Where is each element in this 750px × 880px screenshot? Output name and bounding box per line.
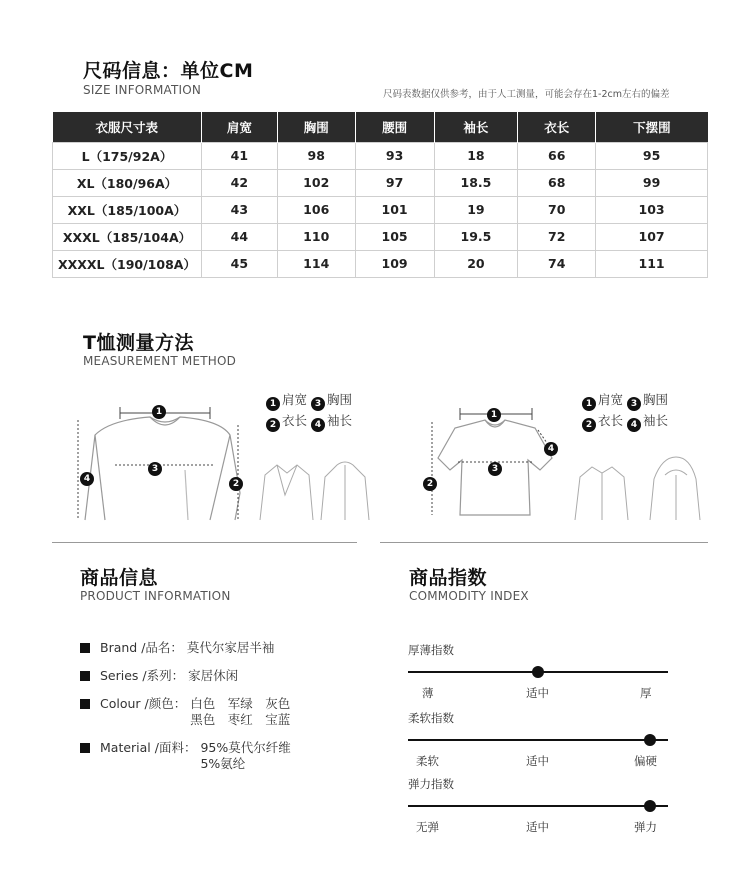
index-title: 弹力指数 [408, 777, 454, 791]
header-cell: 袖长 [434, 112, 518, 142]
size-table-header [53, 112, 708, 142]
value-cell: 93 [355, 142, 434, 169]
num-badge: 2 [423, 477, 437, 491]
size-table [52, 112, 708, 278]
product-subtitle: PRODUCT INFORMATION [80, 589, 231, 603]
divider-left [52, 542, 357, 543]
list-item [80, 696, 340, 728]
index-label-high: 弹力 [634, 820, 657, 834]
legend-item: 胸围 [643, 392, 669, 407]
marker-2 [229, 470, 245, 491]
table-row [53, 223, 708, 250]
legend-item: 肩宽 [282, 392, 308, 407]
header-cell: 胸围 [277, 112, 355, 142]
info-label: Colour /颜色： [100, 696, 187, 711]
value-cell: 19.5 [434, 223, 518, 250]
legend-item: 衣长 [282, 413, 308, 428]
size-info-subtitle: SIZE INFORMATION [83, 83, 202, 97]
value-cell: 70 [518, 196, 596, 223]
index-title: 厚薄指数 [408, 643, 454, 657]
info-value-line: 家居休闲 [188, 668, 239, 683]
index-labels [408, 685, 668, 703]
index-softness [408, 710, 668, 771]
info-value [200, 740, 290, 772]
jacket-sketches [255, 455, 375, 525]
value-cell: 45 [201, 250, 277, 277]
value-cell: 66 [518, 142, 596, 169]
size-cell: XL（180/96A） [53, 169, 202, 196]
measure-title: T恤测量方法 [83, 332, 194, 354]
value-cell: 20 [434, 250, 518, 277]
value-cell: 107 [596, 223, 708, 250]
num-badge: 4 [311, 418, 325, 432]
legend-item: 袖长 [327, 413, 353, 428]
num-badge: 1 [487, 408, 501, 422]
size-cell: XXXL（185/104A） [53, 223, 202, 250]
value-cell: 42 [201, 169, 277, 196]
info-value [190, 696, 290, 728]
size-note: 尺码表数据仅供参考，由于人工测量，可能会存在1-2cm左右的偏差 [383, 89, 670, 100]
index-label-mid: 适中 [526, 686, 549, 700]
list-item [80, 668, 340, 684]
size-info-title: 尺码信息：单位CM [83, 60, 254, 82]
index-dot [644, 734, 656, 746]
value-cell: 74 [518, 250, 596, 277]
table-row [53, 250, 708, 277]
value-cell: 97 [355, 169, 434, 196]
num-badge: 2 [229, 477, 243, 491]
header-cell: 衣服尺寸表 [53, 112, 202, 142]
index-dot [532, 666, 544, 678]
legend-item: 肩宽 [598, 392, 624, 407]
info-value [188, 668, 238, 684]
value-cell: 72 [518, 223, 596, 250]
list-item [80, 640, 340, 656]
index-labels [408, 753, 668, 771]
value-cell: 18 [434, 142, 518, 169]
num-badge: 1 [582, 397, 596, 411]
num-badge: 3 [488, 462, 502, 476]
jacket-sketches-right [570, 455, 710, 525]
index-label-mid: 适中 [526, 820, 549, 834]
measure-subtitle: MEASUREMENT METHOD [83, 354, 237, 368]
index-label-high: 偏硬 [634, 754, 657, 768]
value-cell: 103 [596, 196, 708, 223]
info-label: Material /面料： [100, 740, 197, 755]
value-cell: 101 [355, 196, 434, 223]
num-badge: 3 [148, 462, 162, 476]
index-thickness [408, 642, 668, 703]
index-label-low: 柔软 [416, 754, 439, 768]
info-value-line: 5%氨纶 [200, 756, 246, 771]
bullet-square [80, 699, 90, 709]
header-cell: 腰围 [355, 112, 434, 142]
value-cell: 106 [277, 196, 355, 223]
num-badge: 3 [311, 397, 325, 411]
value-cell: 114 [277, 250, 355, 277]
table-row [53, 142, 708, 169]
index-label-high: 厚 [640, 686, 652, 700]
num-badge: 2 [582, 418, 596, 432]
header-cell: 下摆围 [596, 112, 708, 142]
value-cell: 105 [355, 223, 434, 250]
table-row [53, 196, 708, 223]
size-cell: L（175/92A） [53, 142, 202, 169]
bullet-square [80, 743, 90, 753]
bullet-square [80, 643, 90, 653]
value-cell: 19 [434, 196, 518, 223]
marker-1-right [487, 401, 503, 422]
product-info-list [80, 640, 340, 782]
table-row [53, 169, 708, 196]
legend-right [582, 390, 668, 432]
index-title: 柔软指数 [408, 711, 454, 725]
value-cell: 41 [201, 142, 277, 169]
index-bar [408, 739, 668, 741]
list-item [80, 740, 340, 772]
product-title: 商品信息 [80, 567, 159, 589]
value-cell: 43 [201, 196, 277, 223]
num-badge: 3 [627, 397, 641, 411]
num-badge: 4 [544, 442, 558, 456]
value-cell: 95 [596, 142, 708, 169]
index-label-mid: 适中 [526, 754, 549, 768]
header-cell: 衣长 [518, 112, 596, 142]
index-bar [408, 805, 668, 807]
num-badge: 4 [80, 472, 94, 486]
info-label: Series /系列： [100, 668, 185, 683]
bullet-square [80, 671, 90, 681]
value-cell: 98 [277, 142, 355, 169]
value-cell: 99 [596, 169, 708, 196]
commodity-title: 商品指数 [409, 567, 488, 589]
legend-item: 衣长 [598, 413, 624, 428]
info-value [187, 640, 275, 656]
value-cell: 111 [596, 250, 708, 277]
header-cell: 肩宽 [201, 112, 277, 142]
value-cell: 68 [518, 169, 596, 196]
marker-3-right [488, 455, 504, 476]
marker-4-right [544, 435, 560, 456]
info-value-line: 95%莫代尔纤维 [200, 740, 291, 755]
index-labels [408, 819, 668, 837]
marker-4 [80, 465, 96, 486]
commodity-subtitle: COMMODITY INDEX [409, 589, 529, 603]
index-label-low: 薄 [422, 686, 434, 700]
marker-3 [148, 455, 164, 476]
divider-right [380, 542, 708, 543]
info-value-line: 莫代尔家居半袖 [186, 640, 275, 655]
value-cell: 102 [277, 169, 355, 196]
info-label: Brand /品名： [100, 640, 183, 655]
size-cell: XXL（185/100A） [53, 196, 202, 223]
num-badge: 2 [266, 418, 280, 432]
info-value-line: 白色 军绿 灰色 [190, 696, 291, 711]
info-value-line: 黑色 枣红 宝蓝 [190, 712, 291, 727]
num-badge: 1 [152, 405, 166, 419]
index-elasticity [408, 776, 668, 837]
legend-item: 袖长 [643, 413, 669, 428]
index-bar [408, 671, 668, 673]
value-cell: 44 [201, 223, 277, 250]
value-cell: 109 [355, 250, 434, 277]
num-badge: 4 [627, 418, 641, 432]
marker-1 [152, 398, 168, 419]
legend-left [266, 390, 352, 432]
size-cell: XXXXL（190/108A） [53, 250, 202, 277]
value-cell: 18.5 [434, 169, 518, 196]
value-cell: 110 [277, 223, 355, 250]
num-badge: 1 [266, 397, 280, 411]
index-dot [644, 800, 656, 812]
marker-2-right [423, 470, 439, 491]
index-label-low: 无弹 [416, 820, 439, 834]
legend-item: 胸围 [327, 392, 353, 407]
